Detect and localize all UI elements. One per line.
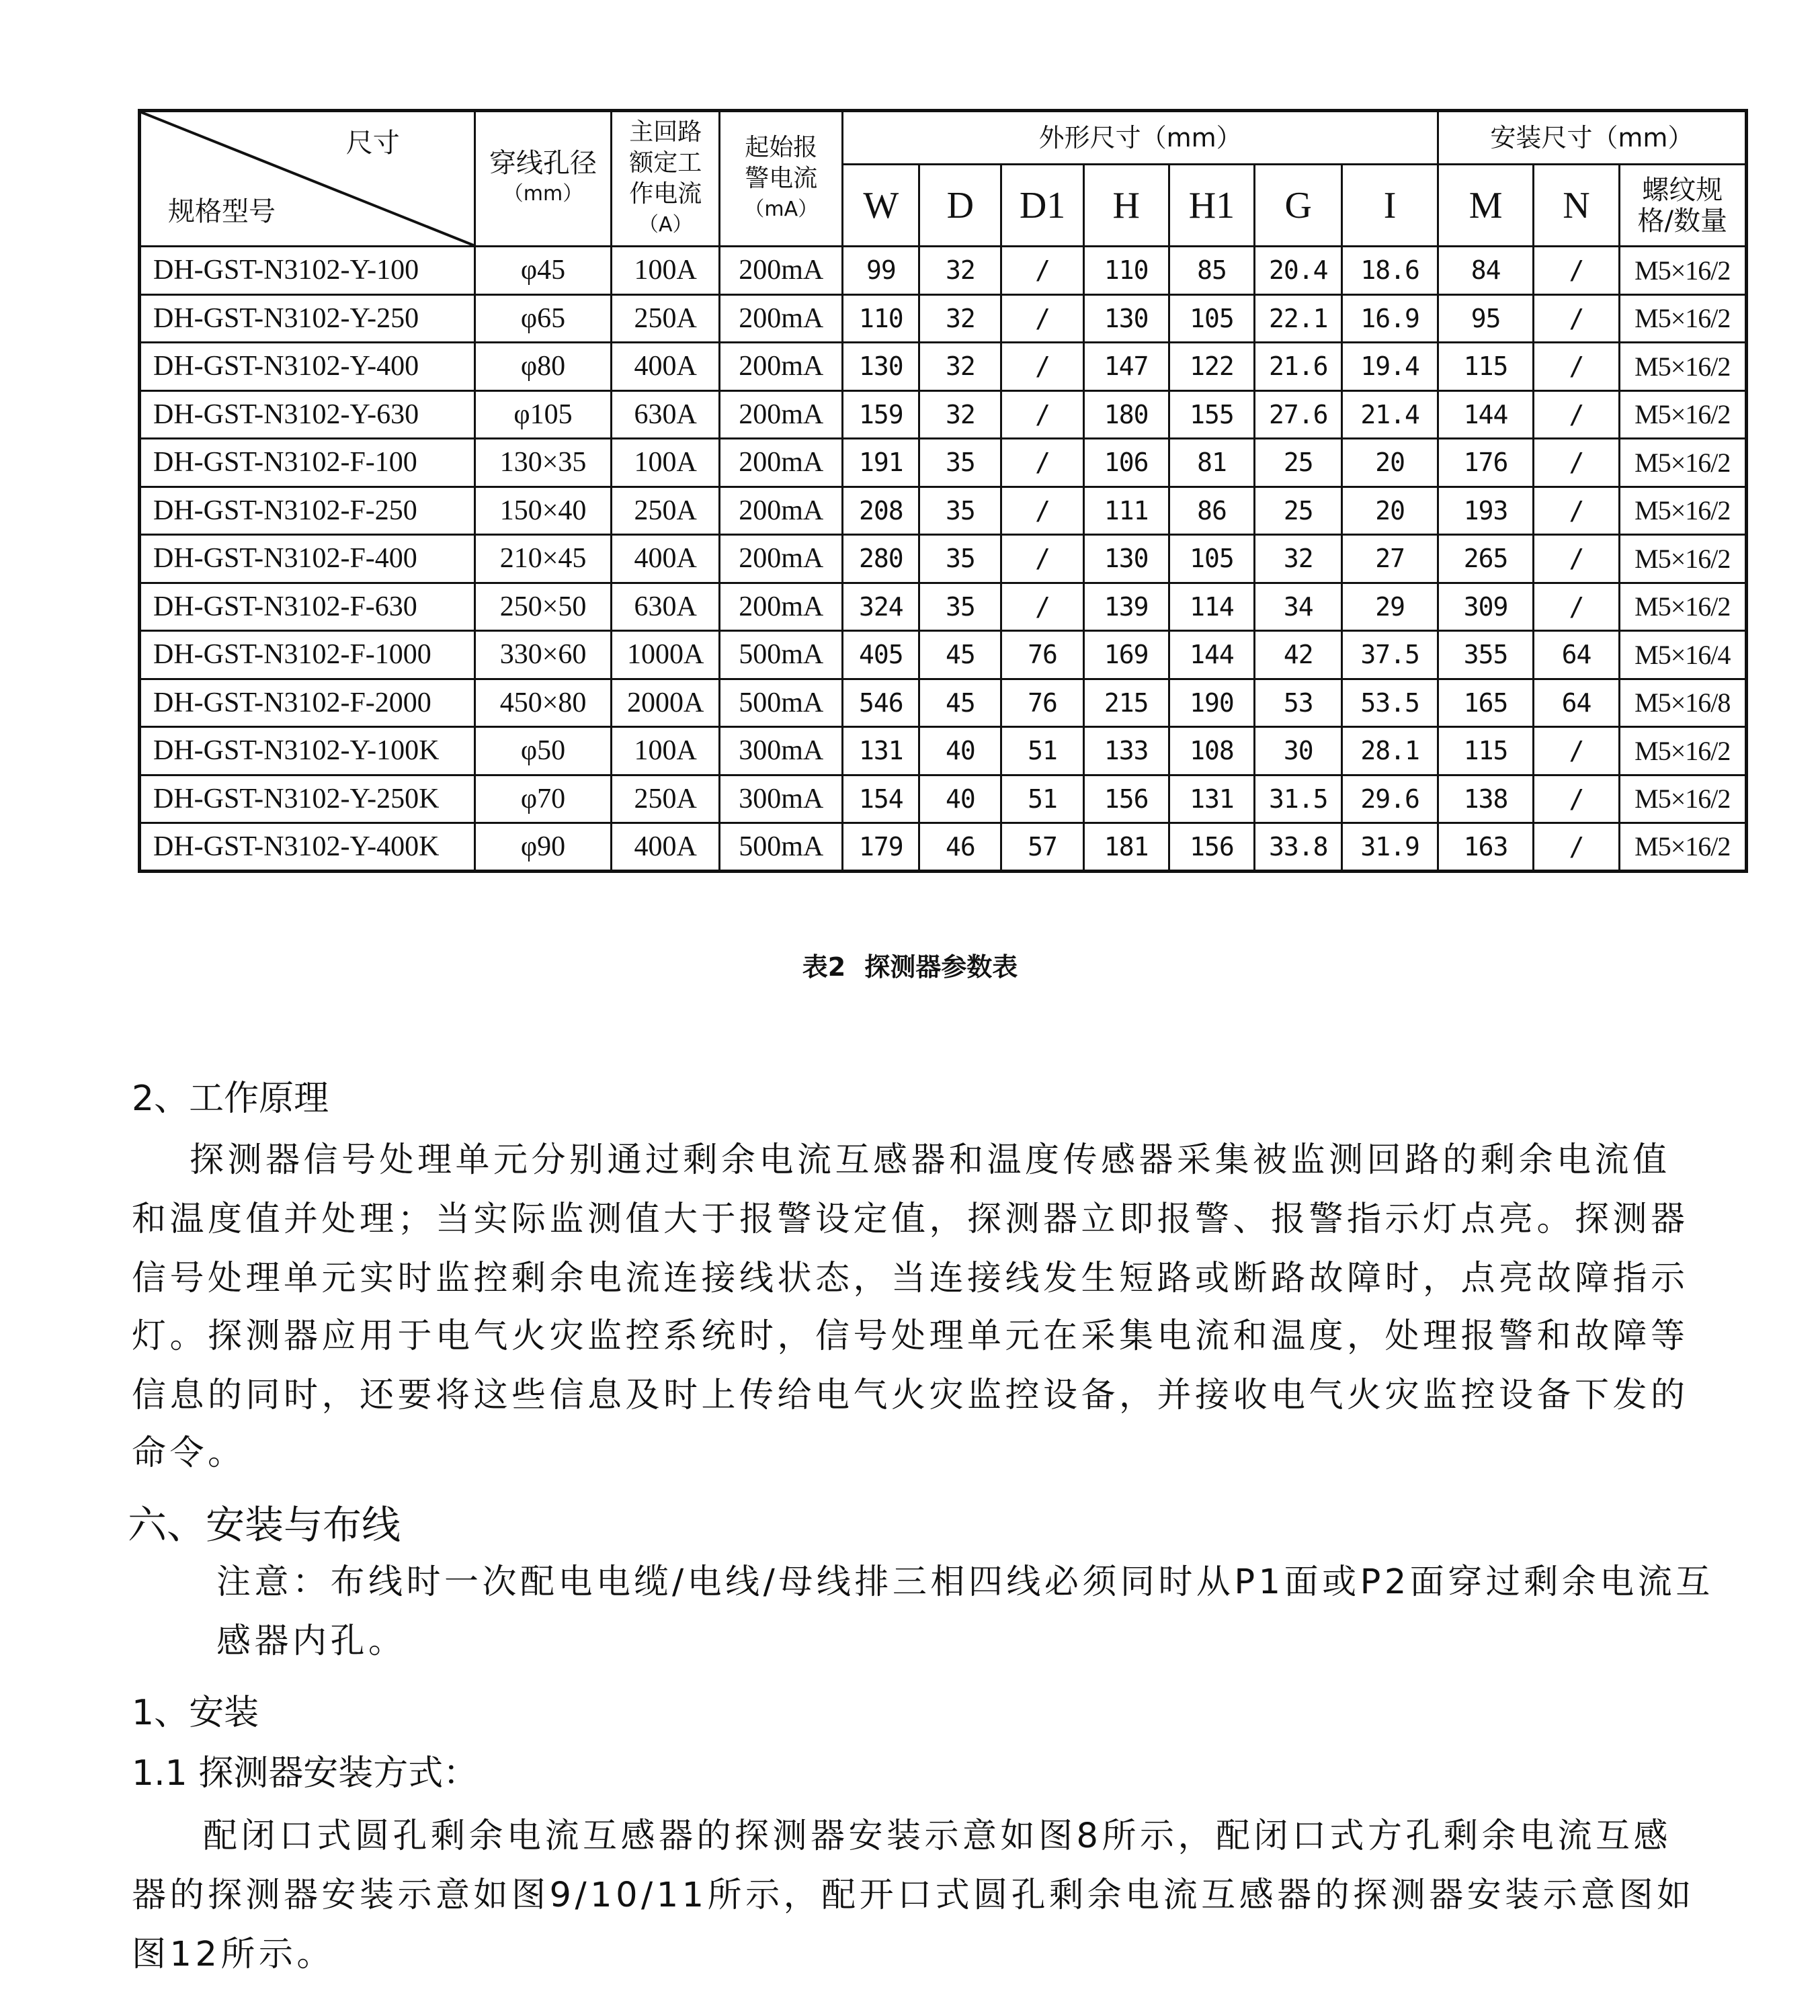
diagonal-header-cell bbox=[140, 111, 475, 247]
cell-alarm-current: 200mA bbox=[720, 390, 843, 439]
cell-thread-spec: M5×16/2 bbox=[1619, 247, 1746, 295]
cell-d1: 76 bbox=[1001, 631, 1083, 679]
cell-d: 32 bbox=[919, 247, 1001, 295]
cell-d1: / bbox=[1001, 247, 1083, 295]
cell-g: 21.6 bbox=[1255, 343, 1342, 391]
cell-n: / bbox=[1534, 247, 1619, 295]
cell-d1: 57 bbox=[1001, 823, 1083, 872]
paragraph-line: 图12所示。 bbox=[132, 1935, 335, 1974]
cell-m: 95 bbox=[1438, 294, 1534, 343]
cell-thread-spec: M5×16/2 bbox=[1619, 487, 1746, 535]
cell-n: / bbox=[1534, 294, 1619, 343]
cell-alarm-current: 200mA bbox=[720, 583, 843, 631]
cell-rated-current: 250A bbox=[612, 487, 720, 535]
header-col-n: N bbox=[1534, 165, 1619, 247]
cell-i: 16.9 bbox=[1342, 294, 1438, 343]
cell-h: 215 bbox=[1083, 679, 1169, 727]
cell-alarm-current: 200mA bbox=[720, 535, 843, 583]
cell-h1: 86 bbox=[1169, 487, 1254, 535]
cell-i: 29 bbox=[1342, 583, 1438, 631]
header-col-h1: H1 bbox=[1169, 165, 1254, 247]
cell-n: / bbox=[1534, 487, 1619, 535]
paragraph-line: 器的探测器安装示意如图9/10/11所示，配开口式圆孔剩余电流互感器的探测器安装示意图如 bbox=[132, 1876, 1695, 1915]
cell-d1: / bbox=[1001, 343, 1083, 391]
cell-d: 32 bbox=[919, 294, 1001, 343]
cell-d: 35 bbox=[919, 487, 1001, 535]
cell-i: 28.1 bbox=[1342, 727, 1438, 775]
cell-d: 46 bbox=[919, 823, 1001, 872]
cell-w: 159 bbox=[843, 390, 919, 439]
cell-d1: / bbox=[1001, 583, 1083, 631]
cell-h1: 131 bbox=[1169, 775, 1254, 823]
paragraph-line: 配闭口式圆孔剩余电流互感器的探测器安装示意如图8所示，配闭口式方孔剩余电流互感 bbox=[203, 1816, 1671, 1856]
cell-h: 156 bbox=[1083, 775, 1169, 823]
cell-i: 20 bbox=[1342, 487, 1438, 535]
cell-model: DH-GST-N3102-F-100 bbox=[140, 439, 475, 487]
cell-h1: 155 bbox=[1169, 390, 1254, 439]
cell-bore-diameter: φ105 bbox=[474, 390, 612, 439]
cell-m: 176 bbox=[1438, 439, 1534, 487]
table-row bbox=[140, 535, 1747, 583]
header-col-h: H bbox=[1083, 165, 1169, 247]
cell-w: 99 bbox=[843, 247, 919, 295]
cell-rated-current: 100A bbox=[612, 727, 720, 775]
cell-m: 355 bbox=[1438, 631, 1534, 679]
cell-n: / bbox=[1534, 535, 1619, 583]
header-alarm-line-1: 起始报 bbox=[745, 134, 818, 161]
cell-d: 40 bbox=[919, 727, 1001, 775]
cell-w: 324 bbox=[843, 583, 919, 631]
table-row bbox=[140, 343, 1747, 391]
cell-model: DH-GST-N3102-Y-100K bbox=[140, 727, 475, 775]
cell-g: 31.5 bbox=[1255, 775, 1342, 823]
cell-i: 18.6 bbox=[1342, 247, 1438, 295]
cell-n: 64 bbox=[1534, 679, 1619, 727]
cell-rated-current: 400A bbox=[612, 535, 720, 583]
cell-w: 131 bbox=[843, 727, 919, 775]
cell-thread-spec: M5×16/2 bbox=[1619, 823, 1746, 872]
cell-thread-spec: M5×16/2 bbox=[1619, 390, 1746, 439]
cell-rated-current: 630A bbox=[612, 390, 720, 439]
header-col-g: G bbox=[1255, 165, 1342, 247]
cell-thread-spec: M5×16/2 bbox=[1619, 775, 1746, 823]
cell-g: 53 bbox=[1255, 679, 1342, 727]
table-row bbox=[140, 583, 1747, 631]
cell-model: DH-GST-N3102-F-250 bbox=[140, 487, 475, 535]
header-rated-current bbox=[612, 111, 720, 247]
header-rated-line-3: 作电流 bbox=[629, 180, 702, 208]
cell-i: 31.9 bbox=[1342, 823, 1438, 872]
cell-rated-current: 1000A bbox=[612, 631, 720, 679]
sub-heading-install: 1、安装 bbox=[132, 1693, 259, 1733]
cell-g: 22.1 bbox=[1255, 294, 1342, 343]
section-heading-installation: 六、安装与布线 bbox=[128, 1502, 401, 1548]
cell-alarm-current: 200mA bbox=[720, 343, 843, 391]
cell-g: 33.8 bbox=[1255, 823, 1342, 872]
cell-h: 133 bbox=[1083, 727, 1169, 775]
header-rated-line-1: 主回路 bbox=[629, 118, 702, 146]
cell-m: 193 bbox=[1438, 487, 1534, 535]
cell-m: 144 bbox=[1438, 390, 1534, 439]
cell-h: 147 bbox=[1083, 343, 1169, 391]
paragraph-line: 和温度值并处理；当实际监测值大于报警设定值，探测器立即报警、报警指示灯点亮。探测器 bbox=[132, 1200, 1689, 1239]
cell-d: 45 bbox=[919, 679, 1001, 727]
cell-h: 139 bbox=[1083, 583, 1169, 631]
cell-w: 280 bbox=[843, 535, 919, 583]
cell-h1: 108 bbox=[1169, 727, 1254, 775]
cell-alarm-current: 200mA bbox=[720, 294, 843, 343]
cell-thread-spec: M5×16/2 bbox=[1619, 727, 1746, 775]
cell-w: 405 bbox=[843, 631, 919, 679]
cell-d1: / bbox=[1001, 294, 1083, 343]
paragraph-line: 命令。 bbox=[132, 1433, 246, 1473]
cell-d1: / bbox=[1001, 439, 1083, 487]
cell-w: 130 bbox=[843, 343, 919, 391]
table-row bbox=[140, 631, 1747, 679]
cell-n: / bbox=[1534, 775, 1619, 823]
cell-thread-spec: M5×16/2 bbox=[1619, 535, 1746, 583]
cell-alarm-current: 200mA bbox=[720, 439, 843, 487]
cell-g: 42 bbox=[1255, 631, 1342, 679]
header-thread-line-1: 螺纹规 bbox=[1642, 174, 1723, 206]
cell-bore-diameter: φ80 bbox=[474, 343, 612, 391]
table-row bbox=[140, 679, 1747, 727]
cell-w: 179 bbox=[843, 823, 919, 872]
cell-rated-current: 2000A bbox=[612, 679, 720, 727]
cell-n: / bbox=[1534, 583, 1619, 631]
cell-n: / bbox=[1534, 343, 1619, 391]
cell-m: 165 bbox=[1438, 679, 1534, 727]
cell-bore-diameter: 210×45 bbox=[474, 535, 612, 583]
cell-m: 163 bbox=[1438, 823, 1534, 872]
cell-alarm-current: 300mA bbox=[720, 727, 843, 775]
cell-d: 32 bbox=[919, 343, 1001, 391]
cell-h1: 105 bbox=[1169, 294, 1254, 343]
header-rated-line-2: 额定工 bbox=[629, 149, 702, 177]
header-bore-diameter bbox=[474, 111, 612, 247]
cell-alarm-current: 200mA bbox=[720, 247, 843, 295]
header-col-m: M bbox=[1438, 165, 1534, 247]
sub-sub-heading-mounting-method: 1.1 探测器安装方式： bbox=[132, 1753, 479, 1794]
header-col-i: I bbox=[1342, 165, 1438, 247]
cell-h: 130 bbox=[1083, 535, 1169, 583]
cell-bore-diameter: 450×80 bbox=[474, 679, 612, 727]
note-line: 注意：布线时一次配电电缆/电线/母线排三相四线必须同时从P1面或P2面穿过剩余电流互 bbox=[216, 1562, 1714, 1602]
header-thread-line-2: 格/数量 bbox=[1637, 205, 1728, 237]
table-row bbox=[140, 823, 1747, 872]
cell-i: 53.5 bbox=[1342, 679, 1438, 727]
cell-d: 35 bbox=[919, 583, 1001, 631]
cell-alarm-current: 200mA bbox=[720, 487, 843, 535]
cell-g: 20.4 bbox=[1255, 247, 1342, 295]
caption-title: 探测器参数表 bbox=[864, 952, 1018, 982]
header-alarm-unit: （mA） bbox=[744, 198, 819, 221]
cell-w: 191 bbox=[843, 439, 919, 487]
cell-model: DH-GST-N3102-F-1000 bbox=[140, 631, 475, 679]
cell-w: 110 bbox=[843, 294, 919, 343]
table-row bbox=[140, 487, 1747, 535]
cell-n: / bbox=[1534, 727, 1619, 775]
cell-alarm-current: 300mA bbox=[720, 775, 843, 823]
cell-m: 115 bbox=[1438, 343, 1534, 391]
cell-h: 106 bbox=[1083, 439, 1169, 487]
cell-bore-diameter: 250×50 bbox=[474, 583, 612, 631]
cell-thread-spec: M5×16/8 bbox=[1619, 679, 1746, 727]
cell-model: DH-GST-N3102-F-2000 bbox=[140, 679, 475, 727]
table-row bbox=[140, 390, 1747, 439]
cell-g: 25 bbox=[1255, 487, 1342, 535]
cell-n: / bbox=[1534, 823, 1619, 872]
cell-n: 64 bbox=[1534, 631, 1619, 679]
cell-bore-diameter: φ65 bbox=[474, 294, 612, 343]
header-dimension-label: 尺寸 bbox=[345, 128, 400, 159]
cell-rated-current: 400A bbox=[612, 343, 720, 391]
cell-rated-current: 100A bbox=[612, 247, 720, 295]
cell-rated-current: 100A bbox=[612, 439, 720, 487]
cell-d1: 51 bbox=[1001, 775, 1083, 823]
cell-thread-spec: M5×16/2 bbox=[1619, 439, 1746, 487]
cell-d: 35 bbox=[919, 535, 1001, 583]
cell-g: 25 bbox=[1255, 439, 1342, 487]
cell-h1: 190 bbox=[1169, 679, 1254, 727]
table-row bbox=[140, 247, 1747, 295]
cell-rated-current: 630A bbox=[612, 583, 720, 631]
cell-h1: 156 bbox=[1169, 823, 1254, 872]
cell-rated-current: 250A bbox=[612, 775, 720, 823]
cell-w: 208 bbox=[843, 487, 919, 535]
cell-d: 40 bbox=[919, 775, 1001, 823]
section-heading-working-principle: 2、工作原理 bbox=[132, 1079, 329, 1119]
cell-thread-spec: M5×16/2 bbox=[1619, 343, 1746, 391]
cell-bore-diameter: 130×35 bbox=[474, 439, 612, 487]
cell-n: / bbox=[1534, 439, 1619, 487]
cell-model: DH-GST-N3102-Y-400 bbox=[140, 343, 475, 391]
cell-rated-current: 400A bbox=[612, 823, 720, 872]
cell-h: 110 bbox=[1083, 247, 1169, 295]
cell-model: DH-GST-N3102-Y-100 bbox=[140, 247, 475, 295]
cell-bore-diameter: φ70 bbox=[474, 775, 612, 823]
cell-d: 32 bbox=[919, 390, 1001, 439]
table-row bbox=[140, 727, 1747, 775]
cell-model: DH-GST-N3102-F-400 bbox=[140, 535, 475, 583]
cell-d1: / bbox=[1001, 390, 1083, 439]
cell-i: 37.5 bbox=[1342, 631, 1438, 679]
cell-h1: 105 bbox=[1169, 535, 1254, 583]
cell-h1: 81 bbox=[1169, 439, 1254, 487]
cell-d1: / bbox=[1001, 487, 1083, 535]
cell-h: 111 bbox=[1083, 487, 1169, 535]
cell-d1: 76 bbox=[1001, 679, 1083, 727]
cell-alarm-current: 500mA bbox=[720, 679, 843, 727]
cell-bore-diameter: φ45 bbox=[474, 247, 612, 295]
cell-model: DH-GST-N3102-Y-630 bbox=[140, 390, 475, 439]
detector-parameter-table bbox=[138, 109, 1748, 873]
cell-model: DH-GST-N3102-Y-250K bbox=[140, 775, 475, 823]
header-col-d1: D1 bbox=[1001, 165, 1083, 247]
table-caption bbox=[0, 946, 1820, 983]
cell-m: 84 bbox=[1438, 247, 1534, 295]
cell-i: 20 bbox=[1342, 439, 1438, 487]
paragraph-line: 灯。探测器应用于电气火灾监控系统时，信号处理单元在采集电流和温度，处理报警和故障等 bbox=[132, 1316, 1689, 1356]
header-bore-unit: （mm） bbox=[503, 182, 583, 206]
cell-m: 265 bbox=[1438, 535, 1534, 583]
cell-h: 169 bbox=[1083, 631, 1169, 679]
header-bore-title: 穿线孔径 bbox=[489, 148, 597, 179]
cell-i: 29.6 bbox=[1342, 775, 1438, 823]
cell-h1: 122 bbox=[1169, 343, 1254, 391]
cell-i: 21.4 bbox=[1342, 390, 1438, 439]
cell-d: 35 bbox=[919, 439, 1001, 487]
cell-m: 115 bbox=[1438, 727, 1534, 775]
cell-bore-diameter: φ50 bbox=[474, 727, 612, 775]
cell-d1: 51 bbox=[1001, 727, 1083, 775]
cell-h1: 85 bbox=[1169, 247, 1254, 295]
cell-thread-spec: M5×16/4 bbox=[1619, 631, 1746, 679]
cell-d: 45 bbox=[919, 631, 1001, 679]
cell-g: 30 bbox=[1255, 727, 1342, 775]
cell-model: DH-GST-N3102-Y-400K bbox=[140, 823, 475, 872]
cell-i: 19.4 bbox=[1342, 343, 1438, 391]
cell-m: 138 bbox=[1438, 775, 1534, 823]
cell-g: 27.6 bbox=[1255, 390, 1342, 439]
cell-h: 180 bbox=[1083, 390, 1169, 439]
cell-h: 181 bbox=[1083, 823, 1169, 872]
table-header-row bbox=[140, 111, 1747, 165]
cell-bore-diameter: 150×40 bbox=[474, 487, 612, 535]
cell-h: 130 bbox=[1083, 294, 1169, 343]
cell-model: DH-GST-N3102-Y-250 bbox=[140, 294, 475, 343]
header-install-dimensions: 安装尺寸（mm） bbox=[1438, 111, 1746, 165]
cell-w: 154 bbox=[843, 775, 919, 823]
cell-g: 32 bbox=[1255, 535, 1342, 583]
cell-thread-spec: M5×16/2 bbox=[1619, 583, 1746, 631]
cell-g: 34 bbox=[1255, 583, 1342, 631]
header-col-w: W bbox=[843, 165, 919, 247]
cell-i: 27 bbox=[1342, 535, 1438, 583]
cell-m: 309 bbox=[1438, 583, 1534, 631]
cell-d1: / bbox=[1001, 535, 1083, 583]
cell-n: / bbox=[1534, 390, 1619, 439]
cell-model: DH-GST-N3102-F-630 bbox=[140, 583, 475, 631]
header-outline-dimensions: 外形尺寸（mm） bbox=[843, 111, 1438, 165]
cell-thread-spec: M5×16/2 bbox=[1619, 294, 1746, 343]
cell-alarm-current: 500mA bbox=[720, 631, 843, 679]
header-model-label: 规格型号 bbox=[168, 196, 276, 227]
table-body bbox=[140, 247, 1747, 872]
cell-bore-diameter: φ90 bbox=[474, 823, 612, 872]
caption-label: 表2 bbox=[802, 952, 846, 982]
cell-alarm-current: 500mA bbox=[720, 823, 843, 872]
note-line: 感器内孔。 bbox=[216, 1622, 407, 1661]
paragraph-line: 探测器信号处理单元分别通过剩余电流互感器和温度传感器采集被监测回路的剩余电流值 bbox=[190, 1140, 1671, 1180]
cell-w: 546 bbox=[843, 679, 919, 727]
header-col-d: D bbox=[919, 165, 1001, 247]
header-col-thread bbox=[1619, 165, 1746, 247]
header-alarm-current bbox=[720, 111, 843, 247]
cell-h1: 114 bbox=[1169, 583, 1254, 631]
cell-rated-current: 250A bbox=[612, 294, 720, 343]
cell-bore-diameter: 330×60 bbox=[474, 631, 612, 679]
table-row bbox=[140, 775, 1747, 823]
paragraph-line: 信息的同时，还要将这些信息及时上传给电气火灾监控设备，并接收电气火灾监控设备下发的 bbox=[132, 1376, 1689, 1415]
table-row bbox=[140, 294, 1747, 343]
paragraph-line: 信号处理单元实时监控剩余电流连接线状态，当连接线发生短路或断路故障时，点亮故障指示 bbox=[132, 1259, 1689, 1298]
table-row bbox=[140, 439, 1747, 487]
header-rated-unit: （A） bbox=[638, 213, 693, 237]
cell-h1: 144 bbox=[1169, 631, 1254, 679]
header-alarm-line-2: 警电流 bbox=[745, 165, 818, 192]
